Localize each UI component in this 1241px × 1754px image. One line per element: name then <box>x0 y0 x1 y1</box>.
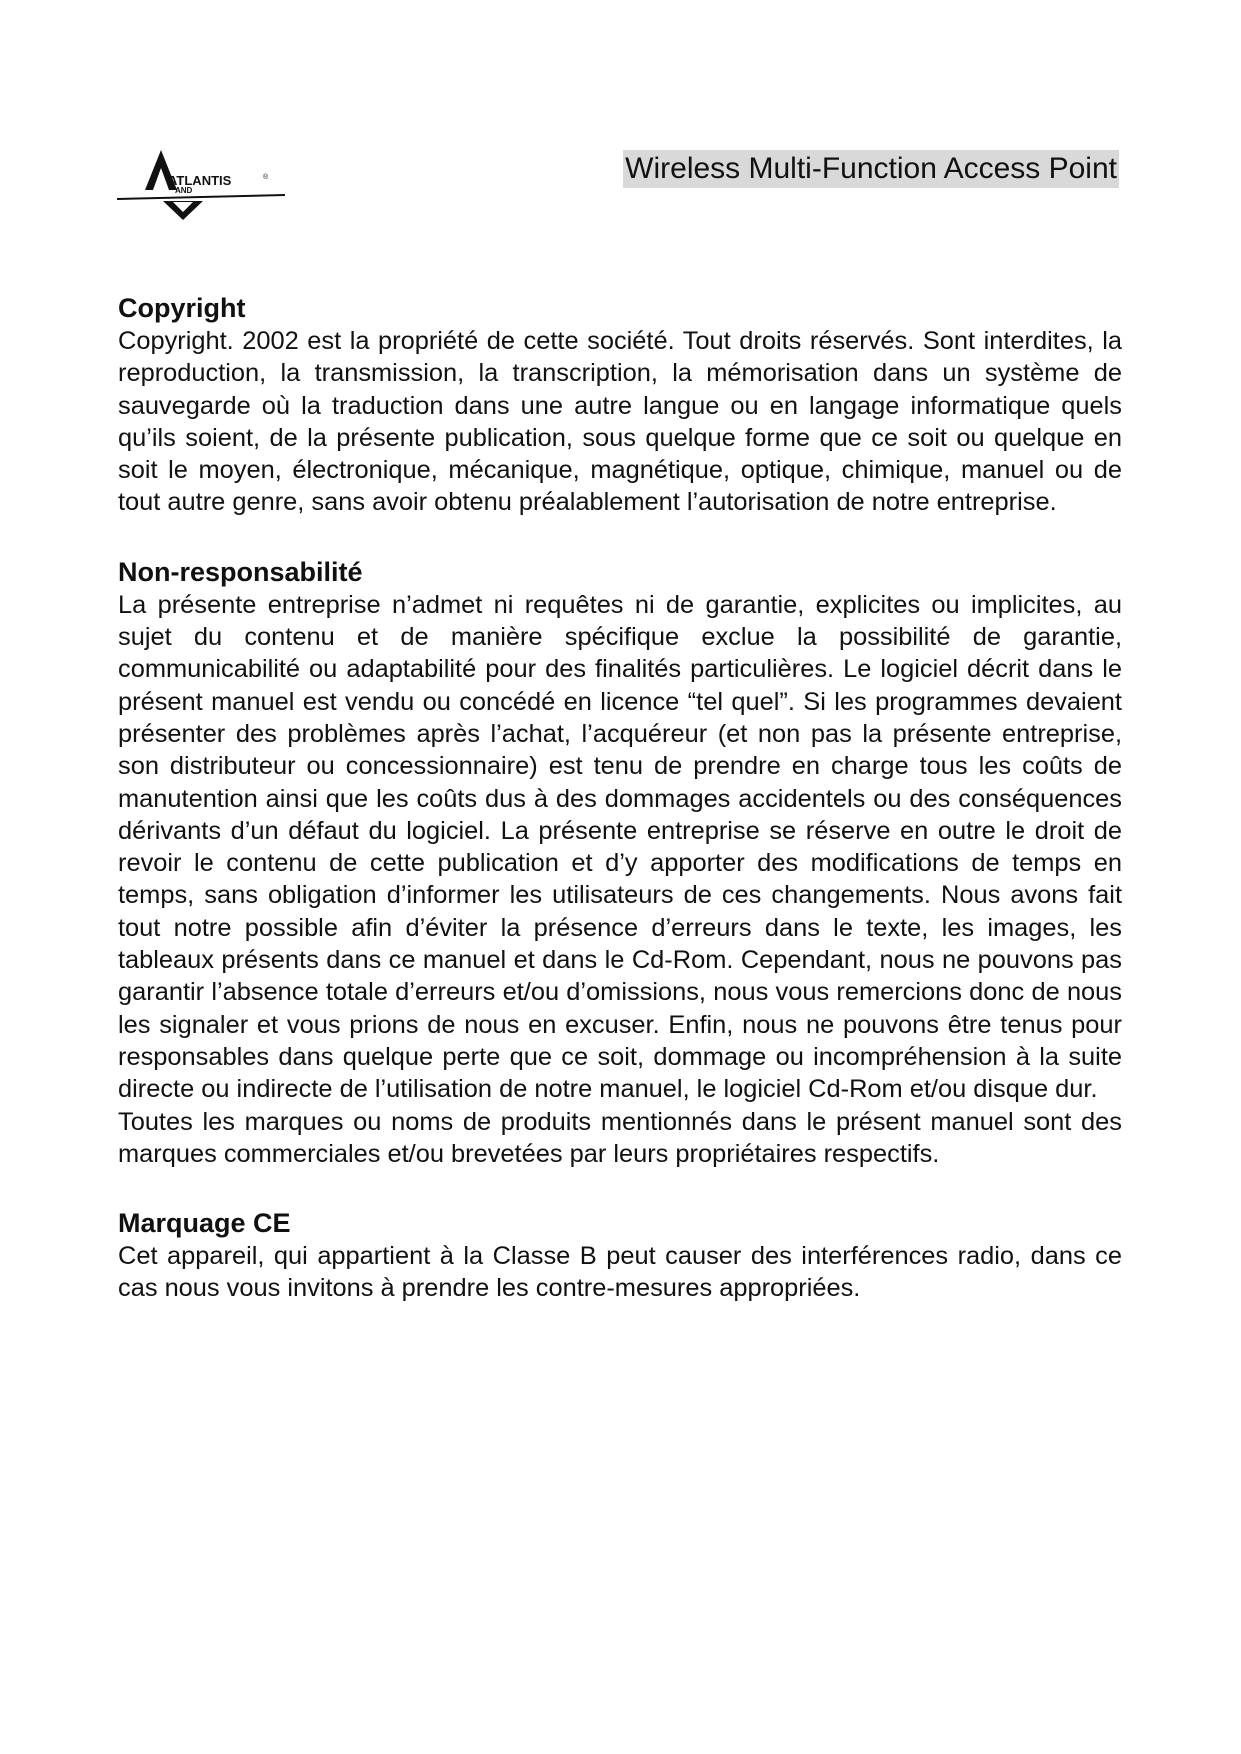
document-body <box>118 291 1122 1305</box>
svg-text:ATLANTIS: ATLANTIS <box>168 173 232 188</box>
svg-text:AND: AND <box>175 186 193 195</box>
atlantis-logo-icon <box>117 146 285 226</box>
svg-text:®: ® <box>263 174 269 181</box>
section-paragraph: Cet appareil, qui appartient à la Classe B peut causer des interférences radio, dans ce cas nous vous invitons à prendre les contre-mesures appropriées. <box>118 1242 1122 1303</box>
copyright-section <box>118 291 1122 519</box>
section-heading: Marquage CE <box>118 1208 291 1239</box>
section-paragraph: La présente entreprise n’admet ni requêtes ni de garantie, explicites ou implicites, au sujet du contenu et de manière spécifique exclue la possibilité de garantie, communicabilité ou adaptabilité pour des finalités particulières. Le logiciel décrit dans le présent manuel est vendu ou concédé en licence “tel quel”. Si les programmes devaient présenter des problèmes après l’achat, l’acquéreur (et non pas la présente entreprise, son distributeur ou concessionnaire) est tenu de prendre en charge tous les coûts de manutention ainsi que les coûts dus à des dommages accidentels ou des conséquences dérivants d’un défaut du logiciel. La présente entreprise se réserve en outre le droit de revoir le contenu de cette publication et d’y apporter des modifications de temps en temps, sans obligation d’informer les utilisateurs de ces changements. Nous avons fait tout notre possible afin d’éviter la présence d’erreurs dans le texte, les images, les tableaux présents dans ce manuel et dans le Cd-Rom. Cependant, nous ne pouvons pas garantir l’absence totale d’erreurs et/ou d’omissions, nous vous remercions donc de nous les signaler et vous prions de nous en excuser. Enfin, nous ne pouvons être tenus pour responsables dans quelque perte que ce soit, dommage ou incompréhension à la suite directe ou indirecte de l’utilisation de notre manuel, le logiciel Cd-Rom et/ou disque dur. <box>118 590 1122 1104</box>
logo <box>117 146 285 226</box>
section-heading: Non-responsabilité <box>118 556 363 587</box>
header-title: Wireless Multi-Function Access Point <box>623 150 1119 188</box>
section-heading: Copyright <box>118 293 246 323</box>
disclaimer-section <box>118 555 1122 1170</box>
section-paragraph: Toutes les marques ou noms de produits mentionnés dans le présent manuel sont des marques commerciales et/ou brevetées par leurs propriétaires respectifs. <box>118 1107 1122 1168</box>
section-paragraph: Copyright. 2002 est la propriété de cette société. Tout droits réservés. Sont interdites, la reproduction, la transmission, la transcription, la mémorisation dans un système de sauvegarde où la traduction dans une autre langue ou en langage informatique quels qu’ils soient, de la présente publication, sous quelque forme que ce soit ou quelque en soit le moyen, électronique, mécanique, magnétique, optique, chimique, manuel ou de tout autre genre, sans avoir obtenu préalablement l’autorisation de notre entreprise. <box>118 327 1122 517</box>
ce-marking-section <box>118 1206 1122 1305</box>
